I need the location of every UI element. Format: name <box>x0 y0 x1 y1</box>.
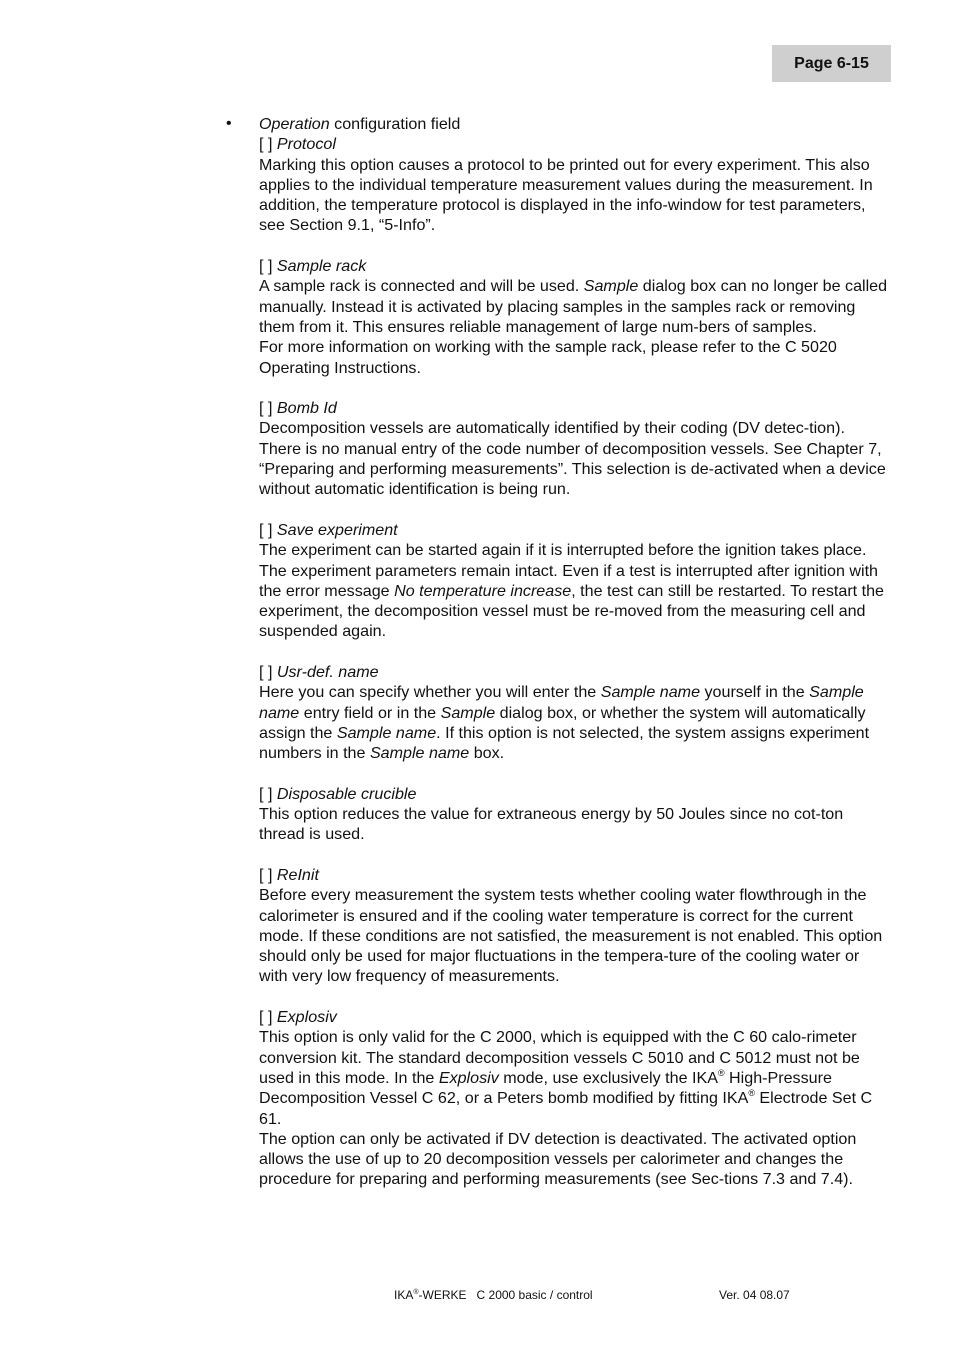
footer-brand: IKA®-WERKE C 2000 basic / control <box>394 1288 593 1302</box>
document-body <box>259 114 889 1190</box>
checkbox: [ ] <box>259 663 277 682</box>
field-heading <box>259 114 889 134</box>
option-title: Protocol <box>276 135 336 154</box>
option-usr-def-name-heading <box>259 662 889 682</box>
option-bomb-id-text: Decomposition vessels are automatically identified by their coding (DV detec-tion). There is no manual entry of the code number of decomposition vessels. See Chapter 7, “Preparing and performing measurements”. This selection is de-activated when a device without automatic identification is being run. <box>259 419 886 499</box>
registered-mark: ® <box>413 1289 419 1296</box>
option-disposable-crucible-heading <box>259 784 889 804</box>
option-bomb-id-heading <box>259 398 889 418</box>
field-heading-suffix: configuration field <box>329 115 461 133</box>
option-usr-def-name-text: Here you can specify whether you will enter the Sample name yourself in the Sample name entry field or in the Sample dialog box, or whether the system will automatically assign the Sample name. If this option is not selected, the system assigns experiment numbers in the Sample name box. <box>259 683 870 763</box>
bullet: • <box>226 115 232 132</box>
registered-mark: ® <box>748 1088 755 1099</box>
checkbox: [ ] <box>259 257 277 276</box>
checkbox: [ ] <box>259 135 277 154</box>
checkbox: [ ] <box>259 399 277 418</box>
checkbox: [ ] <box>259 1008 277 1027</box>
option-explosiv-heading <box>259 1007 889 1027</box>
option-protocol-heading <box>259 134 889 154</box>
page-number-label: Page 6-15 <box>772 45 891 82</box>
option-save-experiment-text: The experiment can be started again if it is interrupted before the ignition takes place. The experiment parameters remain intact. Even if a test is interrupted after ignition with the error message No temperature increase, the test can still be restarted. To restart the experiment, the decomposition vessel must be re-moved from the measuring cell and suspended again. <box>259 541 884 641</box>
option-save-experiment-heading <box>259 520 889 540</box>
field-name: Operation <box>259 115 330 133</box>
option-sample-rack-heading <box>259 256 889 276</box>
checkbox: [ ] <box>259 865 277 884</box>
checkbox: [ ] <box>259 520 277 539</box>
option-title: ReInit <box>276 865 319 884</box>
checkbox: [ ] <box>259 784 277 803</box>
option-title: Bomb Id <box>276 399 337 418</box>
registered-mark: ® <box>717 1067 725 1078</box>
option-title: Explosiv <box>276 1008 337 1027</box>
option-title: Save experiment <box>276 520 398 539</box>
footer-version: Ver. 04 08.07 <box>719 1288 790 1302</box>
option-explosiv-text: This option is only valid for the C 2000, which is equipped with the C 60 calo-rimeter conversion kit. The standard decomposition vessels C 5010 and C 5012 must not be used in this mode. In the Explosiv mode, use exclusively the IKA® High-Pressure Decomposition Vessel C 62, or a Peters bomb modified by fitting IKA® Electrode Set C 61. <box>259 1028 873 1128</box>
option-reinit-text: Before every measurement the system tests whether cooling water flowthrough in the calorimeter is ensured and if the cooling water temperature is correct for the current mode. If these conditions are not satisfied, the measurement is not enabled. This option should only be used for major fluctuations in the tempera-ture of the cooling water or with very low frequency of measurements. <box>259 886 883 986</box>
option-sample-rack-text: A sample rack is connected and will be used. Sample dialog box can no longer be called manually. Instead it is activated by placing samples in the samples rack or removing them from it. This ensures reliable management of large num-bers of samples. <box>259 277 888 336</box>
option-sample-rack-reference: For more information on working with the sample rack, please refer to the C 5020 Operating Instructions. <box>259 338 837 377</box>
option-protocol-text: Marking this option causes a protocol to be printed out for every experiment. This also applies to the individual temperature measurement values during the measurement. In addition, the temperature protocol is displayed in the info-window for test parameters, see Section 9.1, “5-Info”. <box>259 155 873 235</box>
option-explosiv-activation-text: The option can only be activated if DV detection is deactivated. The activated option allows the use of up to 20 decomposition vessels per calorimeter and changes the procedure for preparing and performing measurements (see Sec-tions 7.3 and 7.4). <box>259 1129 857 1189</box>
option-disposable-crucible-text: This option reduces the value for extraneous energy by 50 Joules since no cot-ton thread is used. <box>259 805 844 844</box>
option-reinit-heading <box>259 865 889 885</box>
option-title: Usr-def. name <box>276 663 379 682</box>
option-title: Sample rack <box>276 257 367 276</box>
option-title: Disposable crucible <box>276 784 417 803</box>
